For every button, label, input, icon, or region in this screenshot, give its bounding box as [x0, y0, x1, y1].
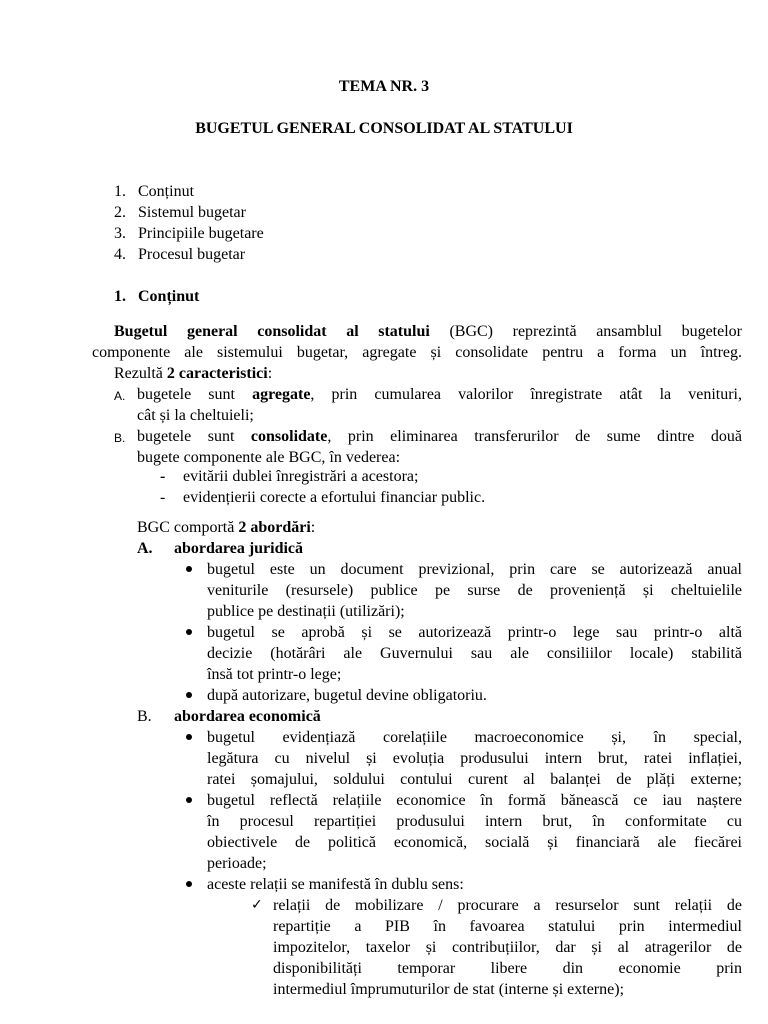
- bullet-icon: [186, 881, 192, 887]
- approach-b-heading: abordarea economică: [174, 708, 321, 725]
- bullet-icon: [186, 692, 192, 698]
- toc-label: Conținut: [138, 183, 195, 200]
- approaches-intro: [137, 517, 315, 538]
- approach-a-heading: abordarea juridică: [174, 540, 304, 557]
- list-marker-a: A.: [114, 389, 126, 403]
- text: bugetele sunt: [137, 386, 253, 403]
- definition-term: Bugetul general consolidat al statului: [114, 323, 430, 340]
- bullet-a1-line-1: bugetul este un document previzional, prin care se autorizează anual: [207, 561, 742, 578]
- approach-a-marker: A.: [137, 540, 153, 557]
- toc-number: 3.: [114, 225, 126, 242]
- text: , prin eliminarea transferurilor de sume dintre două: [327, 428, 742, 445]
- bullet-b1-line-1: bugetul evidențiază corelațiile macroeconomice și, în special,: [207, 729, 742, 746]
- characteristics-intro: [114, 363, 272, 384]
- characteristic-b-line-2: bugete componente ale BGC, în vederea:: [137, 449, 401, 466]
- bullet-b3-line-1: aceste relații se manifestă în dublu sens:: [207, 876, 464, 893]
- definition-line-2: componente ale sistemului bugetar, agregate și consolidate pentru a forma un întreg.: [92, 344, 742, 361]
- bold-term: consolidate: [250, 428, 328, 445]
- bullet-a2-line-3: însă tot printr-o lege;: [207, 666, 342, 683]
- toc-label: Principiile bugetare: [138, 225, 264, 242]
- bullet-b1-line-3: ratei șomajului, soldului contului curent al balanței de plăți externe;: [207, 771, 742, 788]
- bold-term: agregate: [252, 386, 311, 403]
- toc-item-3: [114, 223, 264, 244]
- toc-item-2: [114, 202, 246, 223]
- toc-item-4: [114, 244, 246, 265]
- bullet-a1-line-2: veniturile (resursele) publice pe surse de proveniență și cheltuielile: [207, 582, 742, 599]
- text: bugetele sunt: [137, 428, 251, 445]
- bullet-icon: [186, 734, 192, 740]
- toc-number: 2.: [114, 204, 126, 221]
- toc-number: 4.: [114, 246, 126, 263]
- intro-bold: 2 abordări: [238, 519, 311, 536]
- bullet-b1-line-2: legătura cu nivelul și evoluția produsului intern brut, ratei inflației,: [207, 750, 742, 767]
- check-line-5: intermediul împrumuturilor de stat (interne și externe);: [273, 981, 625, 998]
- text: , prin cumularea valorilor înregistrate atât la venituri,: [310, 386, 742, 403]
- dash-marker: -: [160, 468, 166, 485]
- approach-b-marker: B.: [137, 708, 152, 725]
- section-title: Conținut: [138, 288, 200, 305]
- definition-text: (BGC) reprezintă ansamblul bugetelor: [429, 323, 742, 340]
- bullet-a2-line-2: decizie (hotărâri ale Guvernului sau ale consiliilor locale) stabilită: [207, 645, 742, 662]
- intro-colon: :: [267, 365, 273, 382]
- toc-label: Procesul bugetar: [138, 246, 246, 263]
- check-line-3: impozitelor, taxelor și contribuțiilor, dar și al atragerilor de: [273, 939, 742, 956]
- bullet-icon: [186, 797, 192, 803]
- toc-item-1: [114, 181, 195, 202]
- sub-item-2: evidențierii corecte a efortului financiar public.: [183, 489, 486, 506]
- intro-text: Rezultă: [114, 365, 167, 382]
- bullet-a3-line-1: după autorizare, bugetul devine obligatoriu.: [207, 687, 487, 704]
- intro-bold: 2 caracteristici: [166, 365, 268, 382]
- section-heading: [114, 286, 200, 307]
- sub-item-1: evitării dublei înregistrări a acestora;: [183, 468, 419, 485]
- check-line-2: repartiție a PIB în favoarea statului prin intermediul: [273, 918, 742, 935]
- page-title: TEMA NR. 3: [338, 78, 430, 95]
- check-line-4: disponibilități temporar libere din economie prin: [273, 960, 742, 977]
- definition-line-1: [114, 321, 742, 342]
- characteristic-b-line-1: [137, 426, 742, 447]
- bullet-icon: [186, 629, 192, 635]
- dash-marker: -: [160, 489, 166, 506]
- bullet-b2-line-3: obiectivele de politică economică, socială și financiară ale fiecărei: [207, 834, 742, 851]
- intro-colon: :: [310, 519, 316, 536]
- page-subtitle: BUGETUL GENERAL CONSOLIDAT AL STATULUI: [195, 120, 573, 137]
- section-number: 1.: [114, 288, 126, 305]
- bullet-b2-line-4: perioade;: [207, 855, 267, 872]
- list-marker-b: B.: [114, 431, 126, 445]
- bullet-icon: [186, 566, 192, 572]
- characteristic-a-line-1: [137, 384, 742, 405]
- bullet-b2-line-1: bugetul reflectă relațiile economice în formă bănească ce iau naștere: [207, 792, 742, 809]
- bullet-b2-line-2: în procesul repartiției produsului intern brut, în conformitate cu: [207, 813, 742, 830]
- toc-number: 1.: [114, 183, 126, 200]
- characteristic-a-line-2: cât și la cheltuieli;: [137, 407, 254, 424]
- toc-label: Sistemul bugetar: [138, 204, 246, 221]
- bullet-a2-line-1: bugetul se aprobă și se autorizează printr-o lege sau printr-o altă: [207, 624, 742, 641]
- intro-text: BGC comportă: [137, 519, 239, 536]
- check-line-1: relații de mobilizare / procurare a resurselor sunt relații de: [273, 897, 742, 914]
- bullet-a1-line-3: publice pe destinații (utilizări);: [207, 603, 405, 620]
- checkmark-icon: ✓: [251, 897, 263, 913]
